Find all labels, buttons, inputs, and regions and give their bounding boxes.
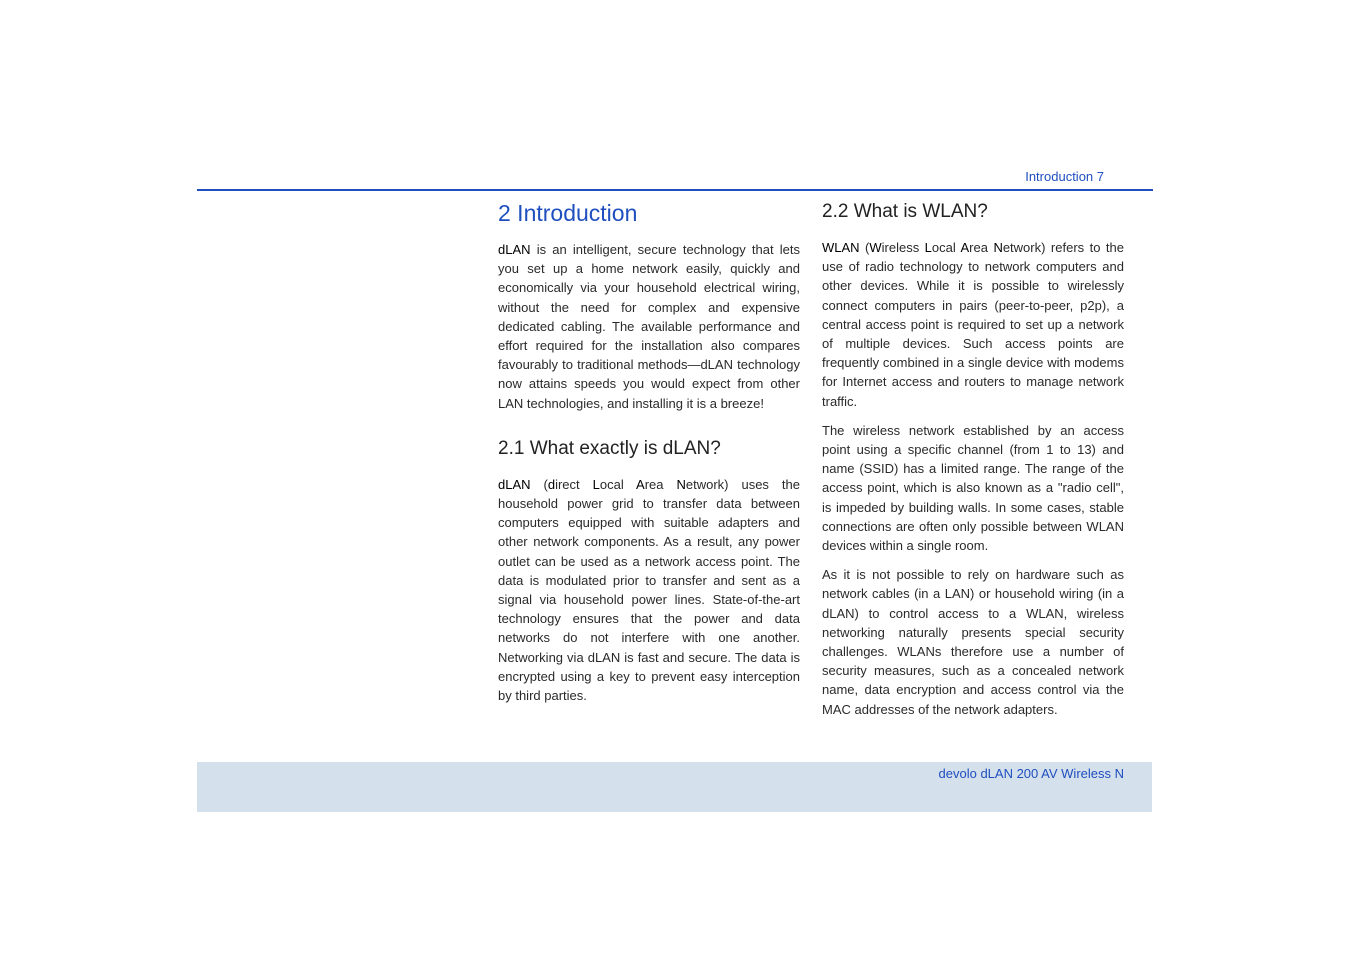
acronym-text: ocal [599, 476, 637, 492]
footer-product-name: devolo dLAN 200 AV Wireless N [938, 766, 1124, 781]
acronym-text: rea [644, 476, 677, 492]
left-column [498, 198, 800, 715]
intro-text: is an intelligent, secure technology that lets you set up a home network easily, quickly and economically via your household electrical wiring, without the need for complex and expensive dedicated cabling. The available performance and effort required for the installation also compares favourably to traditional methods—dLAN technology now attains speeds you would expect from other LAN technologies, and installing it is a breeze! [498, 242, 800, 411]
acronym-text: ireless [881, 240, 925, 255]
acronym-letter: A [960, 240, 970, 255]
section-2-2-paragraph-2: The wireless network established by an access point using a specific channel (from 1 to 13) and name (SSID) has a limited range. The range of the access point, which is also known as a "radio cell", is impeded by building walls. In some cases, stable connections are often only possible between WLAN devices within a single room. [822, 422, 1124, 554]
intro-lead-term: dLAN [498, 242, 531, 257]
acronym-letter: N [993, 240, 1003, 255]
wlan-expansion [860, 240, 1046, 255]
chapter-title: 2 Introduction [498, 200, 638, 226]
section-2-2-paragraph-3: As it is not possible to rely on hardware such as network cables (in a LAN) or household wiring (in a dLAN) to control access to a WLAN, wireless networking naturally presents special security challenges. WLANs therefore use a number of security measures, such as a concealed network name, data encryption and access control via the MAC addresses of the network adapters. [822, 567, 1124, 717]
acronym-letter: L [592, 476, 600, 492]
section-2-1-paragraph [498, 475, 800, 705]
dlan-expansion [531, 477, 729, 492]
section-2-2-paragraph-1 [822, 238, 1124, 411]
section-2-2-text-1: refers to the use of radio technology to network computers and other devices. While it is possible to wirelessly connect computers in pairs (peer-to-peer, p2p), a central access point is required to set up a network of multiple devices. Such access points are frequently combined in a single device with modems for Internet access and routers to manage network traffic. [822, 240, 1124, 409]
section-2-1-text: uses the household power grid to transfer data between computers equipped with suitable adapters and other network components. As a result, any power outlet can be used as a network access point. The data is modulated prior to transfer and sent as a signal via household power lines. State-of-the-art technology ensures that the power and data networks do not interfere with one another. Networking via dLAN is fast and secure. The data is encrypted using a key to prevent easy interception by third parties. [498, 476, 800, 704]
footer-band [197, 762, 1152, 812]
acronym-text: ocal [931, 240, 961, 255]
acronym-letter: N [676, 476, 686, 492]
wlan-lead-term: WLAN [822, 240, 860, 255]
acronym-letter: L [924, 240, 932, 255]
section-2-1-title: 2.1 What exactly is dLAN? [498, 437, 721, 459]
acronym-text: etwork) [685, 476, 729, 492]
header-rule [197, 189, 1153, 191]
acronym-text: irect [555, 476, 593, 492]
intro-paragraph [498, 240, 800, 413]
acronym-text: etwork) [1002, 240, 1046, 255]
running-header: Introduction 7 [1025, 169, 1104, 184]
acronym-text: rea [969, 240, 994, 255]
dlan-lead-term: dLAN [498, 476, 531, 492]
acronym-text: ( [530, 476, 548, 492]
right-column [822, 198, 1124, 729]
acronym-letter: W [869, 240, 882, 255]
section-2-2-title: 2.2 What is WLAN? [822, 201, 988, 222]
acronym-letter: d [547, 476, 556, 492]
acronym-letter: A [636, 476, 645, 492]
acronym-text: ( [859, 240, 870, 255]
